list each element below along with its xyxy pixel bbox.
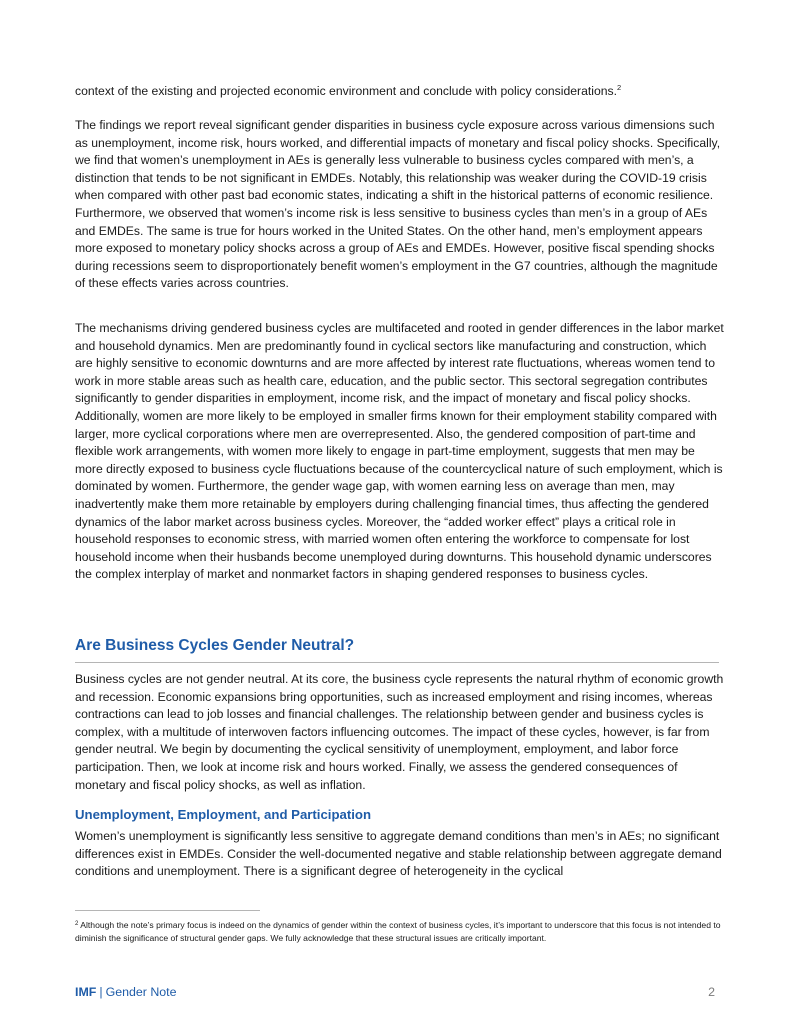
page-number: 2	[708, 985, 715, 999]
footnote-text: Although the note’s primary focus is indeed on the dynamics of gender within the context of business cycles, it’s important to underscore that this focus is not intended to diminish the significance of structural gender gaps. We fully acknowledge that these structural issues are critically important.	[75, 920, 721, 943]
intro-text: context of the existing and projected economic environment and conclude with policy considerations.$^2$	[75, 83, 622, 98]
subsection-heading: Unemployment, Employment, and Participation	[75, 807, 372, 822]
footer-separator: |	[99, 985, 103, 999]
footnote-marker: 2	[75, 921, 79, 927]
section-divider	[75, 662, 719, 663]
series-name: Gender Note	[105, 985, 177, 999]
section-paragraph: Business cycles are not gender neutral. At its core, the business cycle represents the natural rhythm of economic growth and recession. Economic expansions bring opportunities, such as increased employment and rising incomes, whereas contractions can lead to job losses and financial challenges. The relationship between gender and business cycles is complex, with a multitude of interwoven factors influencing outcomes. The impact of these cycles, however, is far from gender neutral. We begin by documenting the cyclical sensitivity of unemployment, employment, and labor force participation. Then, we look at income risk and hours worked. Finally, we assess the gendered consequences of monetary and fiscal policy shocks, as well as inflation.	[75, 672, 724, 792]
subsection-paragraph: Women’s unemployment is significantly less sensitive to aggregate demand conditions than men’s in AEs; no significant differences exist in EMDEs. Consider the well-documented negative and stable relationship between aggregate demand conditions and unemployment. There is a significant degree of heterogeneity in the cyclical	[75, 829, 722, 879]
footnote-divider	[75, 910, 260, 911]
section-heading: Are Business Cycles Gender Neutral?	[75, 637, 355, 654]
footnote	[75, 919, 725, 944]
footnote-ref[interactable]: 2	[616, 83, 622, 92]
page-footer	[75, 985, 715, 1001]
findings-paragraph: The findings we report reveal significant gender disparities in business cycle exposure across various dimensions such as unemployment, income risk, hours worked, and differential impacts of monetary and fiscal policy shocks. Specifically, we find that women’s unemployment in AEs is generally less vulnerable to business cycles compared with men’s, a distinction that tends to be not significant in EMDEs. Notably, this relationship was weaker during the COVID-19 crisis when compared with other past bad economic states, indicating a shift in the historical patterns of economic resilience. Furthermore, we observed that women’s income risk is less sensitive to business cycles than men’s in a group of AEs and EMDEs. The same is true for hours worked in the United States. On the other hand, men’s employment appears more exposed to monetary policy shocks across a group of AEs and EMDEs. However, positive fiscal spending shocks during recessions seem to disproportionately benefit women’s employment in the G7 countries, although the magnitude of these effects varies across countries.	[75, 118, 721, 291]
imf-logo-text: IMF	[75, 985, 97, 999]
mechanisms-paragraph: The mechanisms driving gendered business cycles are multifaceted and rooted in gender differences in the labor market and household dynamics. Men are predominantly found in cyclical sectors like manufacturing and construction, which are highly sensitive to economic downturns and are more affected by interest rate fluctuations, whereas women tend to work in more stable areas such as health care, education, and the public sector. This sectoral segregation contributes significantly to gender disparities in employment, income risk, and the impact of monetary and fiscal policy shocks. Additionally, women are more likely to be employed in smaller firms known for their employment stability compared with larger, more cyclical corporations where men are overrepresented. Also, the gendered composition of part-time and flexible work arrangements, with women more likely to engage in part-time employment, suggests that men may be more directly exposed to business cycle fluctuations because of the countercyclical nature of such employment, which is dominated by women. Furthermore, the gender wage gap, with women earning less on average than men, may inadvertently make them more retainable by employers during challenging financial times, thus affecting the gendered dynamics of the labor market across business cycles. Moreover, the “added worker effect” plays a critical role in household responses to economic stress, with married women often entering the workforce to compensate for lost household income when their husbands become unemployed during downturns. This household dynamic underscores the complex interplay of market and nonmarket factors in shaping gendered responses to business cycles.	[75, 321, 724, 582]
